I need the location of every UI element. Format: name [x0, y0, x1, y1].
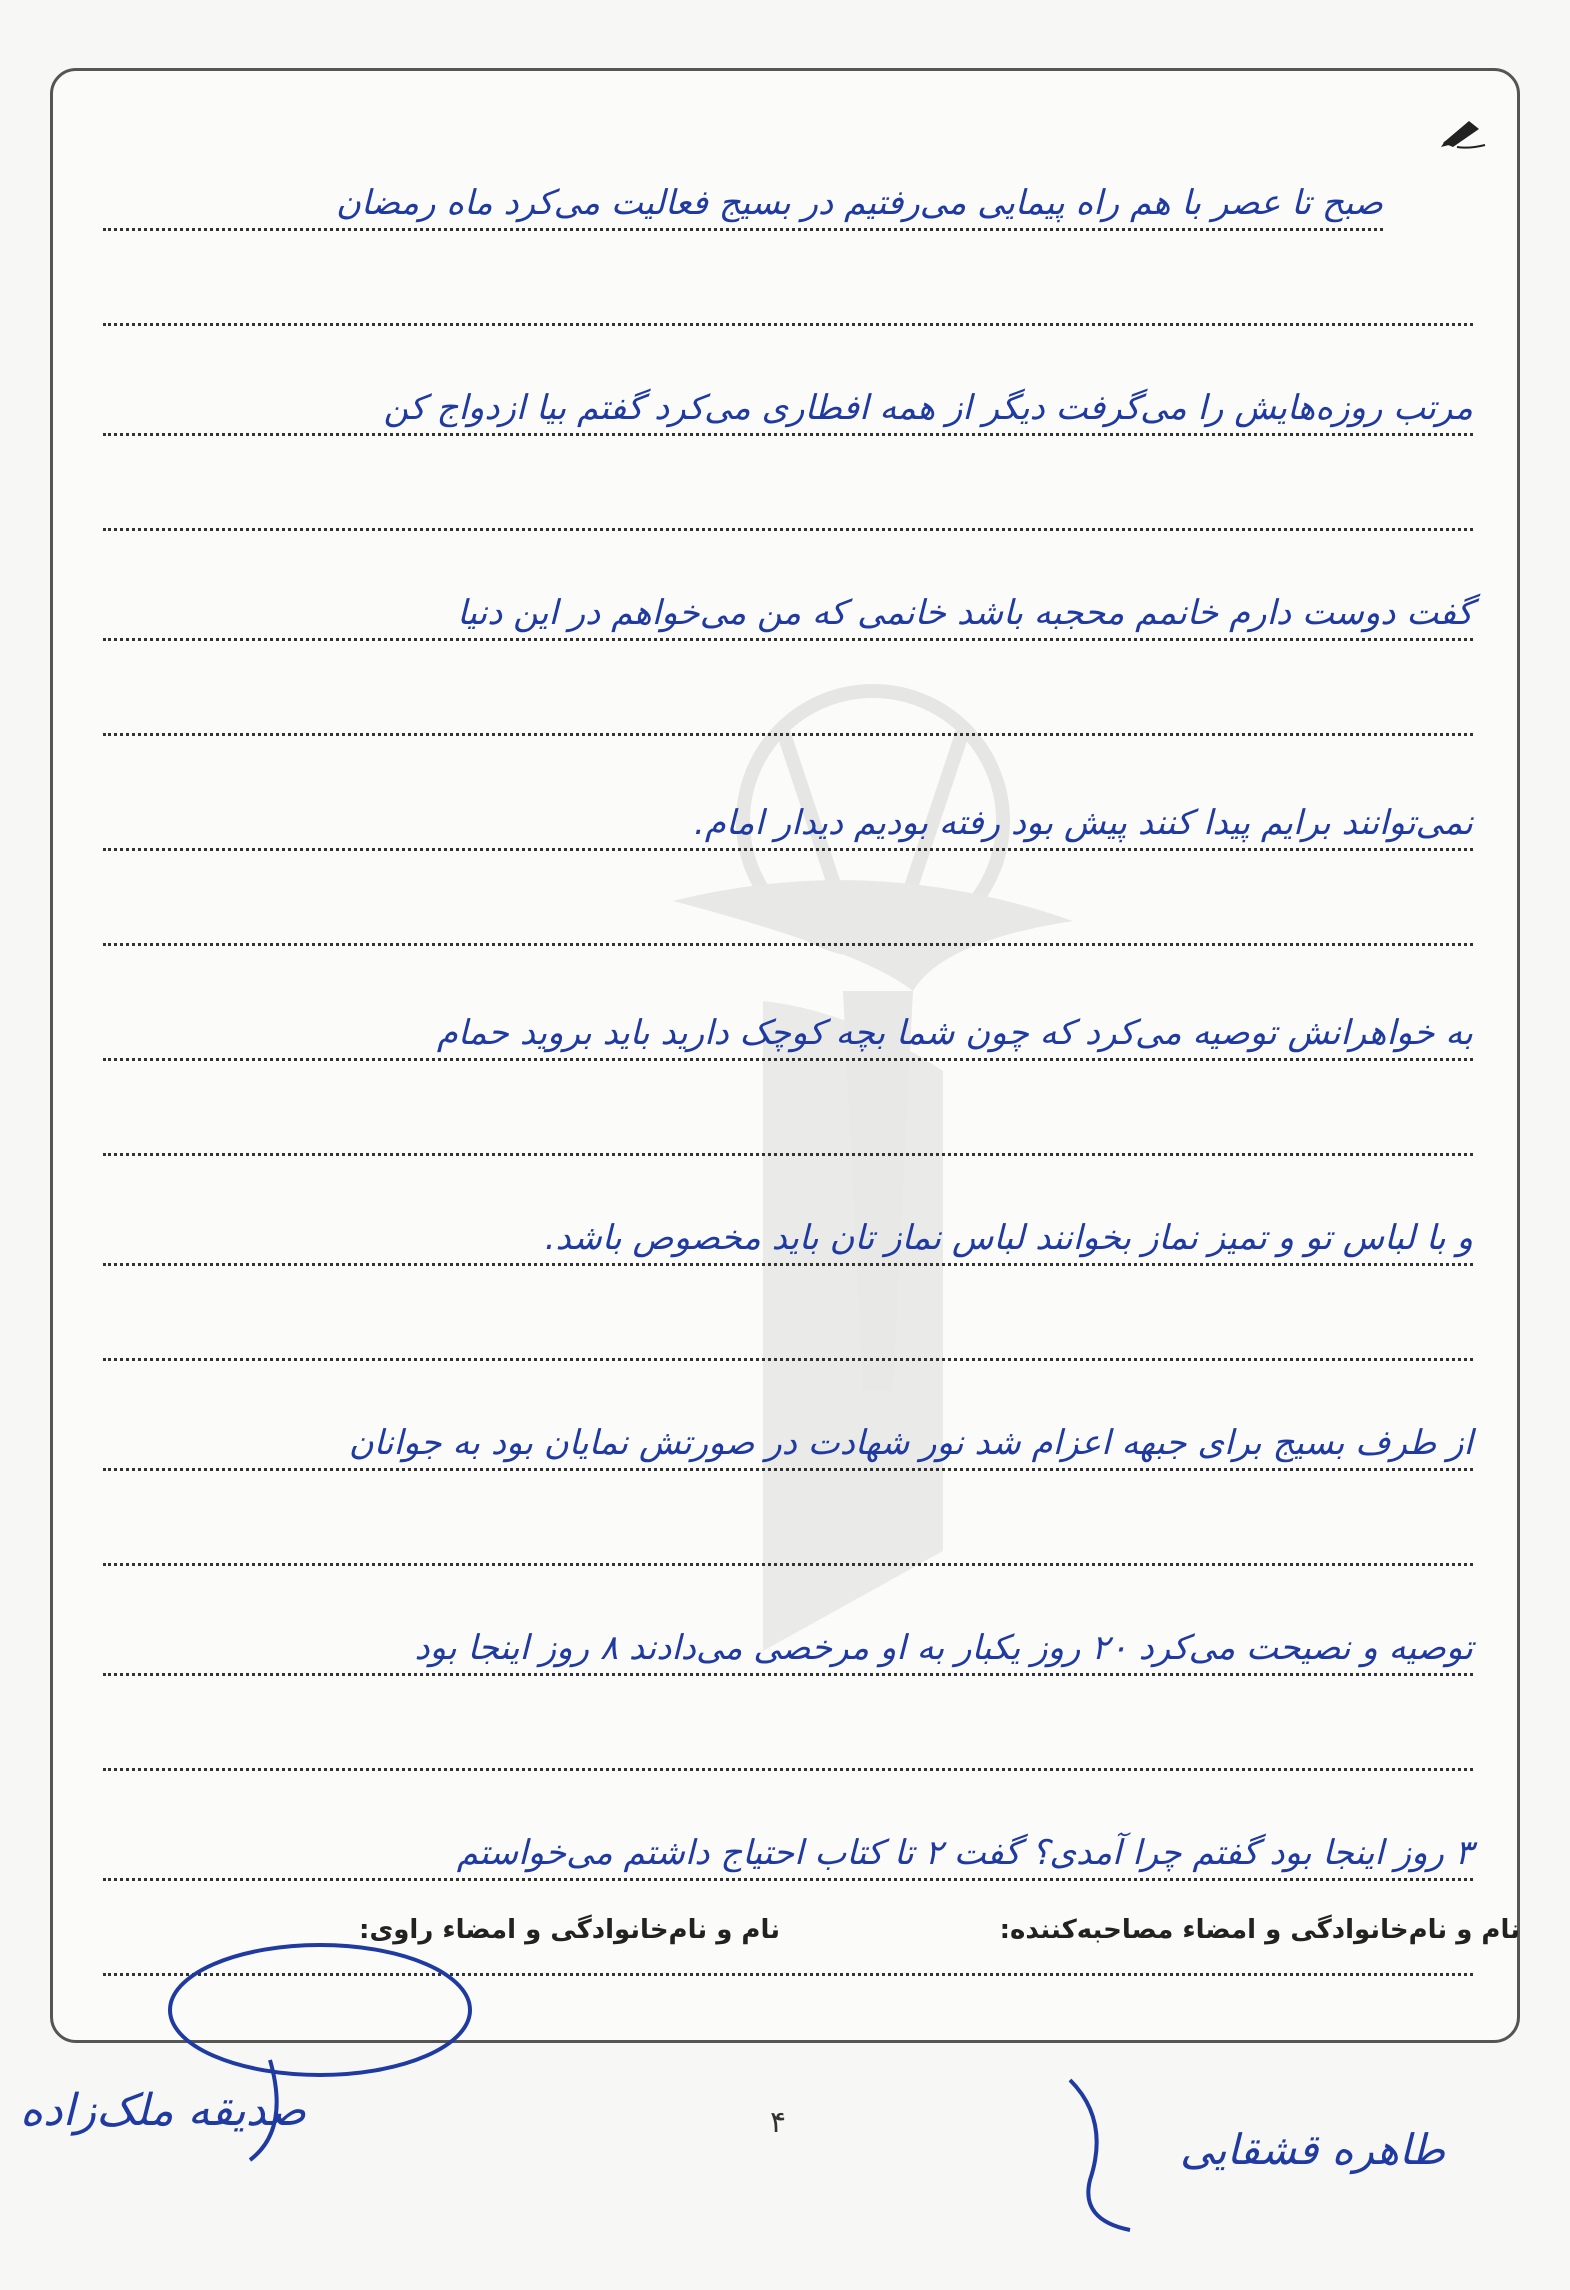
interviewer-label: نام و نام‌خانوادگی و امضاء مصاحبه‌کننده: — [999, 1915, 1520, 1945]
line-2-text: مرتب روزه‌هایش را می‌گرفت دیگر از همه افطاری می‌کرد گفتم بیا ازدواج کن — [383, 388, 1473, 428]
dotted-rule — [103, 1153, 1473, 1156]
blank-rule-row — [103, 1476, 1473, 1566]
blank-rule-row — [103, 441, 1473, 531]
dotted-rule — [103, 1673, 1473, 1676]
text-line-1 — [103, 141, 1473, 231]
dotted-rule — [103, 1563, 1473, 1566]
dotted-rule — [103, 528, 1473, 531]
text-line-9 — [103, 1791, 1473, 1881]
text-line-2 — [103, 346, 1473, 436]
dotted-rule — [103, 1263, 1473, 1266]
line-1-text: صبح تا عصر با هم راه پیمایی می‌رفتیم در بسیج فعالیت می‌کرد ماه رمضان — [336, 183, 1383, 223]
text-line-4 — [103, 761, 1473, 851]
line-5-text: به خواهرانش توصیه می‌کرد که چون شما بچه کوچک دارید باید بروید حمام — [436, 1013, 1473, 1053]
line-4-text: نمی‌توانند برایم پیدا کنند پیش بود رفته بودیم دیدار امام. — [694, 803, 1473, 843]
narrator-signature: صدیقه ملک‌زاده — [20, 2085, 307, 2136]
blank-rule-row — [103, 646, 1473, 736]
dotted-rule — [103, 323, 1473, 326]
blank-rule-row — [103, 1681, 1473, 1771]
blank-rule-row — [103, 236, 1473, 326]
text-line-8 — [103, 1586, 1473, 1676]
line-7-text: از طرف بسیج برای جبهه اعزام شد نور شهادت در صورتش نمایان بود به جوانان — [348, 1423, 1473, 1463]
dotted-rule — [103, 733, 1473, 736]
line-6-text: و با لباس تو و تمیز نماز بخوانند لباس نماز تان باید مخصوص باشد. — [544, 1218, 1473, 1258]
page-number: ۴ — [770, 2105, 787, 2140]
interviewer-signature: طاهره قشقایی — [1180, 2125, 1446, 2174]
dotted-rule — [103, 433, 1473, 436]
dotted-rule — [103, 1468, 1473, 1471]
text-line-7 — [103, 1381, 1473, 1471]
text-line-6 — [103, 1176, 1473, 1266]
dotted-rule — [103, 1878, 1473, 1881]
line-8-text: توصیه و نصیحت می‌کرد ۲۰ روز یکبار به او مرخصی می‌دادند ۸ روز اینجا بود — [414, 1628, 1473, 1668]
line-9-text: ۳ روز اینجا بود گفتم چرا آمدی؟ گفت ۲ تا کتاب احتیاج داشتم می‌خواستم — [456, 1833, 1473, 1873]
line-3-text: گفت دوست دارم خانمم محجبه باشد خانمی که من می‌خواهم در این دنیا — [457, 593, 1473, 633]
dotted-rule — [103, 848, 1473, 851]
dotted-rule — [103, 1058, 1473, 1061]
text-line-5 — [103, 971, 1473, 1061]
interviewer-signature-stroke — [1050, 2060, 1190, 2240]
dotted-rule — [103, 1358, 1473, 1361]
dotted-rule — [103, 228, 1383, 231]
blank-rule-row — [103, 1066, 1473, 1156]
interview-form-frame — [50, 68, 1520, 2043]
dotted-rule — [103, 943, 1473, 946]
dotted-rule — [103, 1768, 1473, 1771]
text-line-3 — [103, 551, 1473, 641]
dotted-rule — [103, 638, 1473, 641]
blank-rule-row — [103, 856, 1473, 946]
blank-rule-row — [103, 1271, 1473, 1361]
narrator-label: نام و نام‌خانوادگی و امضاء راوی: — [359, 1915, 780, 1945]
